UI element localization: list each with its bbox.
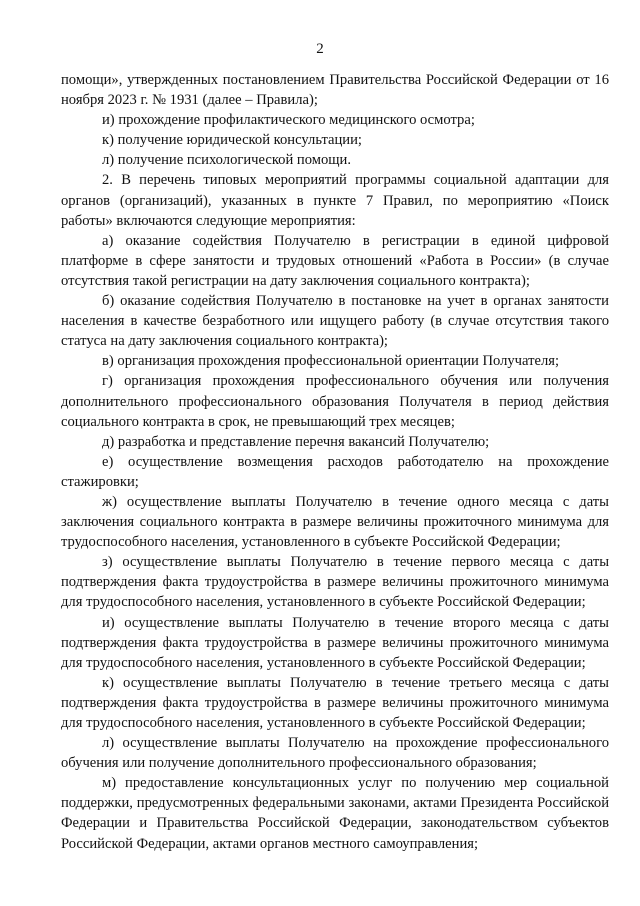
list-item-zh: ж) осуществление выплаты Получателю в течение одного месяца с даты заключения социального контракта в размере величины прожиточного минимума для трудоспособного населения, установленного в субъекте Российской Федерации; (61, 493, 609, 551)
list-item-b: б) оказание содействия Получателю в постановке на учет в органах занятости населения в качестве безработного или ищущего работу (в случае отсутствия такого статуса на дату заключения социального контракта); (61, 293, 609, 350)
list-item-g: г) организация прохождения профессионального обучения или получения дополнительного профессионального образования Получателя в период действия социального контракта в срок, не превышающий трех месяцев; (61, 373, 609, 430)
list-item-k-legal-consultation: к) получение юридической консультации; (102, 132, 362, 149)
paragraph-continuation: помощи», утвержденных постановлением Правительства Российской Федерации от 16 ноября 2023 г. № 1931 (далее – Правила); (61, 72, 609, 109)
list-item-e: е) осуществление возмещения расходов работодателю на прохождение стажировки; (61, 453, 609, 490)
list-item-a: а) оказание содействия Получателю в регистрации в единой цифровой платформе в сфере занятости и трудовых отношений «Работа в России» (в случае отсутствия такой регистрации на дату заключения социального контракта); (61, 232, 609, 289)
list-item-d: д) разработка и представление перечня вакансий Получателю; (102, 433, 490, 450)
paragraph-section-2: 2. В перечень типовых мероприятий программы социальной адаптации для органов (организаций), указанных в пункте 7 Правил, по мероприятию «Поиск работы» включаются следующие мероприятия: (61, 172, 609, 229)
list-item-l-psychological-help: л) получение психологической помощи. (102, 152, 351, 169)
list-item-z: з) осуществление выплаты Получателю в течение первого месяца с даты подтверждения факта трудоустройства в размере величины прожиточного минимума для трудоспособного населения, установленного в субъекте Российской Федерации; (61, 554, 609, 611)
list-item-i-medical-exam: и) прохождение профилактического медицинского осмотра; (102, 112, 475, 129)
page-number: 2 (316, 41, 324, 57)
list-item-m: м) предоставление консультационных услуг по получению мер социальной поддержки, предусмотренных федеральными законами, актами Президента Российской Федерации и Правительства Российской Федерации, законодательством субъектов Российской Федерации, актами органов местного самоуправления; (61, 775, 609, 852)
list-item-v: в) организация прохождения профессиональной ориентации Получателя; (102, 353, 560, 370)
list-item-l: л) осуществление выплаты Получателю на прохождение профессионального обучения или получение дополнительного профессионального образования; (61, 735, 609, 772)
document-body (61, 70, 609, 854)
list-item-k: к) осуществление выплаты Получателю в течение третьего месяца с даты подтверждения факта трудоустройства в размере величины прожиточного минимума для трудоспособного населения, установленного в субъекте Российской Федерации; (61, 674, 609, 731)
list-item-i: и) осуществление выплаты Получателю в течение второго месяца с даты подтверждения факта трудоустройства в размере величины прожиточного минимума для трудоспособного населения, установленного в субъекте Российской Федерации; (61, 614, 609, 671)
